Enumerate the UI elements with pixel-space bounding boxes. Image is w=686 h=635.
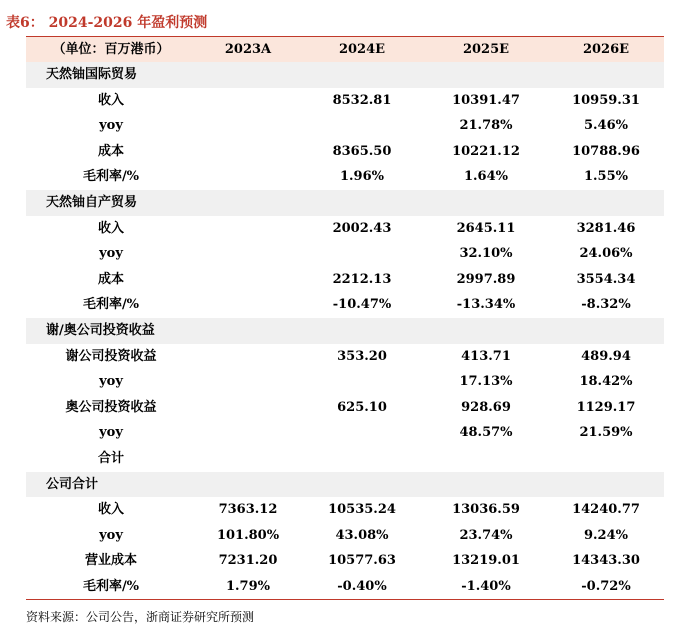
row-label: 公司合计 [46, 476, 99, 492]
header-col-2025e: 2025E [462, 42, 510, 57]
table-cell: -0.72% [581, 578, 631, 594]
table-cell: 8365.50 [332, 143, 392, 159]
table-cell: 43.08% [335, 527, 389, 543]
table-header [26, 37, 664, 62]
table-row [26, 292, 664, 318]
table-cell: 7231.20 [218, 553, 278, 569]
table-cell: -13.34% [456, 297, 516, 313]
table-cell: 14240.77 [572, 502, 640, 518]
row-label: 奥公司投资收益 [65, 399, 157, 415]
table-cell: 17.13% [459, 374, 513, 390]
section-row [26, 472, 664, 498]
table-body [26, 62, 664, 599]
table-cell: 928.69 [461, 399, 511, 415]
table-cell: 14343.30 [572, 553, 640, 569]
table-cell: 625.10 [337, 399, 387, 415]
table-cell: 1.55% [583, 169, 628, 185]
table-row [26, 344, 664, 370]
row-label: 营业成本 [84, 553, 137, 569]
table-cell: 13036.59 [452, 502, 520, 518]
table-cell: 10535.24 [328, 502, 396, 518]
row-label: 天然铀自产贸易 [46, 194, 138, 210]
table-cell: 7363.12 [218, 502, 278, 518]
table-row [26, 395, 664, 421]
row-label: 收入 [97, 502, 124, 518]
row-label: 收入 [97, 220, 124, 236]
table-cell: 2002.43 [332, 220, 392, 236]
table-cell: 1.96% [339, 169, 384, 185]
row-label: 谢/奥公司投资收益 [46, 322, 155, 338]
table-row [26, 446, 664, 472]
row-label: 收入 [97, 92, 124, 108]
table-cell: 32.10% [459, 246, 513, 262]
row-label: 毛利率/% [82, 169, 140, 185]
table-cell: 10788.96 [572, 143, 640, 159]
table-row [26, 369, 664, 395]
table-cell: 18.42% [579, 374, 633, 390]
table-cell: 1129.17 [576, 399, 636, 415]
table-cell: 2997.89 [456, 271, 516, 287]
row-label: yoy [99, 246, 123, 262]
table-cell: 10577.63 [328, 553, 396, 569]
section-row [26, 62, 664, 88]
profit-forecast-table [26, 36, 664, 600]
table-cell: 10391.47 [452, 92, 520, 108]
table-caption: 表6： 2024-2026 年盈利预测 [6, 15, 208, 31]
table-cell: 21.59% [579, 425, 633, 441]
table-row [26, 497, 664, 523]
table-cell: 3554.34 [576, 271, 636, 287]
table-row [26, 88, 664, 114]
section-row [26, 318, 664, 344]
table-cell: 8532.81 [332, 92, 392, 108]
table-row [26, 241, 664, 267]
table-cell: 9.24% [583, 527, 628, 543]
table-cell: -10.47% [332, 297, 392, 313]
row-label: yoy [99, 118, 123, 134]
table-cell: 3281.46 [576, 220, 636, 236]
table-row [26, 113, 664, 139]
table-row [26, 548, 664, 574]
row-label: 毛利率/% [82, 297, 140, 313]
row-label: yoy [99, 374, 123, 390]
table-row [26, 216, 664, 242]
table-cell: 2645.11 [456, 220, 516, 236]
table-cell: -1.40% [461, 578, 511, 594]
table-row [26, 574, 664, 600]
header-unit-label: （单位：百万港币） [52, 42, 170, 57]
table-row [26, 267, 664, 293]
table-row [26, 139, 664, 165]
table-cell: 23.74% [459, 527, 513, 543]
table-cell: 489.94 [581, 348, 631, 364]
table-cell: 10221.12 [452, 143, 520, 159]
table-row [26, 164, 664, 190]
table-cell: 2212.13 [332, 271, 392, 287]
table-cell: 101.80% [216, 527, 280, 543]
table-cell: -8.32% [581, 297, 631, 313]
header-col-2024e: 2024E [338, 42, 386, 57]
row-label: yoy [99, 425, 123, 441]
header-col-2023a: 2023A [224, 42, 272, 57]
row-label: 毛利率/% [82, 578, 140, 594]
table-cell: 1.64% [463, 169, 508, 185]
table-cell: 5.46% [583, 118, 628, 134]
row-label: 成本 [97, 271, 124, 287]
table-cell: -0.40% [337, 578, 387, 594]
table-cell: 353.20 [337, 348, 387, 364]
row-label: yoy [99, 527, 123, 543]
table-cell: 1.79% [225, 578, 270, 594]
table-row [26, 523, 664, 549]
table-cell: 24.06% [579, 246, 633, 262]
table-cell: 413.71 [461, 348, 511, 364]
row-label: 成本 [97, 143, 124, 159]
row-label: 天然铀国际贸易 [46, 67, 138, 82]
row-label: 合计 [97, 450, 124, 466]
table-cell: 13219.01 [452, 553, 520, 569]
section-row [26, 190, 664, 216]
source-note: 资料来源：公司公告，浙商证券研究所预测 [26, 610, 255, 624]
table-cell: 48.57% [459, 425, 513, 441]
table-row [26, 420, 664, 446]
table-cell: 21.78% [459, 118, 513, 134]
header-col-2026e: 2026E [582, 42, 630, 57]
table-cell: 10959.31 [572, 92, 640, 108]
row-label: 谢公司投资收益 [65, 348, 157, 364]
